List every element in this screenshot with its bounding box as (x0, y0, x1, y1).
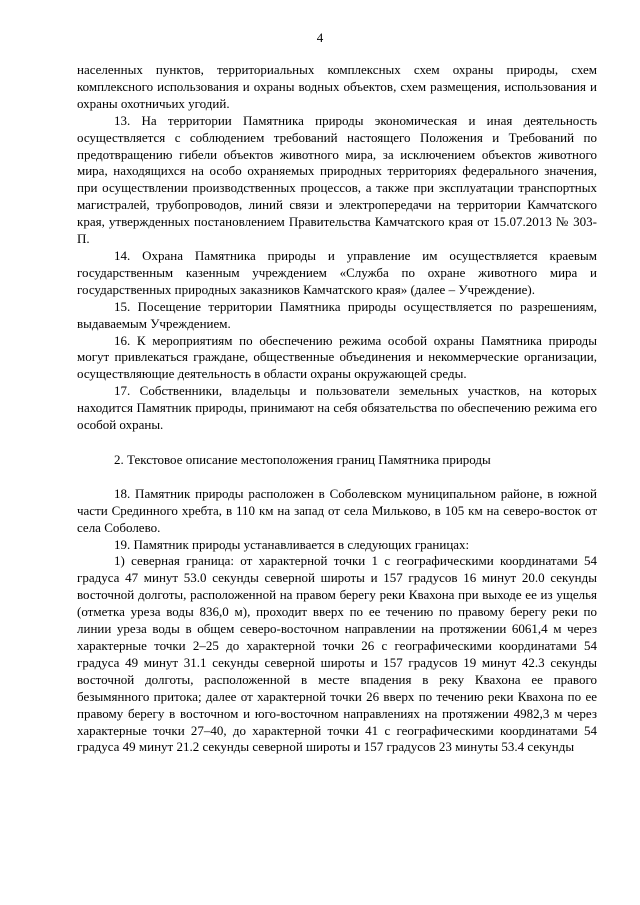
document-body (77, 62, 597, 756)
section-heading: 2. Текстовое описание местоположения границ Памятника природы (114, 451, 491, 467)
page-number: 4 (316, 30, 324, 45)
paragraph-item-15: 15. Посещение территории Памятника природы осуществляется по разрешениям, выдаваемым Учреждением. (77, 298, 597, 331)
paragraph-item-14: 14. Охрана Памятника природы и управление им осуществляется краевым государственным казенным учреждением «Служба по охране животного мира и государственных природных заказников Камчатского края» (далее – Учреждение). (77, 247, 597, 297)
paragraph-item-13: 13. На территории Памятника природы экономическая и иная деятельность осуществляется с соблюдением требований настоящего Положения и Требований по предотвращению гибели объектов животного мира, за исключением объектов животного мира, находящихся на особо охраняемых природных территориях федерального значения, при осуществлении производственных процессов, а также при эксплуатации транспортных магистралей, трубопроводов, линий связи и электропередачи на территории Камчатского края, утвержденных постановлением Правительства Камчатского края от 15.07.2013 № 303-П. (77, 112, 597, 247)
paragraph-item-16: 16. К мероприятиям по обеспечению режима особой охраны Памятника природы могут привлекаться граждане, общественные объединения и некоммерческие организации, осуществляющие деятельность в области охраны окружающей среды. (77, 332, 597, 382)
paragraph-item-18: 18. Памятник природы расположен в Соболевском муниципальном районе, в южной части Срединного хребта, в 110 км на запад от села Мильково, в 105 км на северо-восток от села Соболево. (77, 485, 597, 535)
paragraph: населенных пунктов, территориальных комплексных схем охраны природы, схем комплексного использования и охраны водных объектов, схем размещения, использования и охраны охотничьих угодий. (77, 62, 597, 111)
paragraph-northern-boundary: 1) северная граница: от характерной точки 1 с географическими координатами 54 градуса 47 минут 53.0 секунды северной широты и 157 градусов 16 минут 20.0 секунды восточной долготы, расположенной на правом берегу реки Квахона при выходе ее из ущелья (отметка уреза воды 836,0 м), проходит вверх по ее течению по правому берегу реки по линии уреза воды в общем северо-восточном направлении на протяжении 6061,4 м через характерные точки 2–25 до характерной точки 26 с географическими координатами 54 градуса 49 минут 31.1 секунды северной широты и 157 градусов 19 минут 42.3 секунды восточной долготы, расположенной в месте впадения в реку Квахона ее правого безымянного притока; далее от характерной точки 26 вверх по течению реки Квахона по ее правому берегу в восточном и юго-восточном направлениях на протяжении 4982,3 м через характерные точки 27–40, до характерной точки 41 с географическими координатами 54 градуса 49 минут 21.2 секунды северной широты и 157 градусов 23 минуты 53.4 секунды (77, 553, 597, 755)
paragraph-item-19: 19. Памятник природы устанавливается в следующих границах: (114, 536, 470, 552)
paragraph-item-17: 17. Собственники, владельцы и пользователи земельных участков, на которых находится Памятник природы, принимают на себя обязательства по обеспечению режима его особой охраны. (77, 383, 597, 433)
